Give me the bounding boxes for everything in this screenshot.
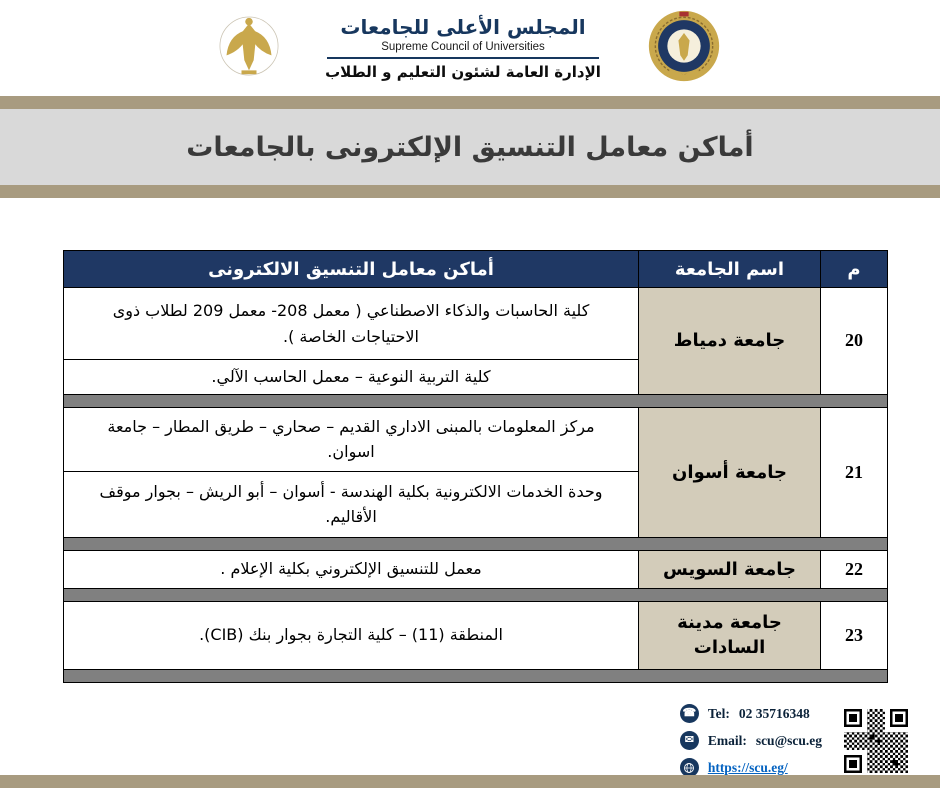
table-header-row <box>64 251 888 288</box>
table-row-20 <box>64 288 888 360</box>
location-cell: كلية الحاسبات والذكاء الاصطناعي ( معمل 208- معمل 209 لطلاب ذوى الاحتياجات الخاصة ). <box>64 288 639 360</box>
serial-cell: 22 <box>821 550 888 588</box>
location-cell: وحدة الخدمات الالكترونية بكلية الهندسة - أسوان – أبو الريش – بجوار موقف الأقاليم. <box>64 471 639 537</box>
phone-value: 02 35716348 <box>738 705 810 721</box>
department-name: الإدارة العامة لشئون التعليم و الطلاب <box>325 63 601 81</box>
phone-line <box>680 704 822 723</box>
location-cell: المنطقة (11) – كلية التجارة بجوار بنك (CIB). <box>64 601 639 669</box>
location-cell: كلية التربية النوعية – معمل الحاسب الآلي. <box>64 360 639 395</box>
email-line <box>680 731 822 750</box>
location-cell: مركز المعلومات بالمبنى الاداري القديم – صحاري – طريق المطار – جامعة اسوان. <box>64 407 639 471</box>
egypt-eagle-logo <box>219 10 279 86</box>
column-header-serial: م <box>821 251 888 288</box>
header-divider <box>327 57 599 59</box>
contact-block <box>680 704 822 777</box>
table-row-21 <box>64 407 888 471</box>
table-row-22 <box>64 550 888 588</box>
serial-cell: 21 <box>821 407 888 537</box>
qr-code <box>844 709 908 773</box>
serial-cell: 20 <box>821 288 888 395</box>
website-link[interactable]: https://scu.eg/ <box>707 759 788 775</box>
email-value: scu@scu.eg <box>755 732 822 748</box>
header <box>0 0 940 96</box>
column-header-locations: أماكن معامل التنسيق الالكترونى <box>64 251 639 288</box>
org-name-arabic: المجلس الأعلى للجامعات <box>340 15 586 39</box>
row-separator <box>64 394 888 407</box>
org-name-english: Supreme Council of Universities <box>381 41 545 53</box>
row-separator <box>64 669 888 682</box>
main-content <box>63 250 887 683</box>
row-separator <box>64 537 888 550</box>
phone-label: Tel: <box>707 705 730 721</box>
page-title: أماكن معامل التنسيق الإلكترونى بالجامعات <box>186 131 754 163</box>
serial-cell: 23 <box>821 601 888 669</box>
gold-bar-middle <box>0 185 940 198</box>
email-label: Email: <box>707 732 747 748</box>
university-cell: جامعة مدينة السادات <box>639 601 821 669</box>
labs-table <box>63 250 888 683</box>
table-row-23 <box>64 601 888 669</box>
gold-bar-top <box>0 96 940 109</box>
column-header-university: اسم الجامعة <box>639 251 821 288</box>
org-text-block <box>325 15 601 81</box>
scu-emblem-logo <box>647 9 721 87</box>
university-cell: جامعة أسوان <box>639 407 821 537</box>
phone-icon: ☎ <box>680 704 699 723</box>
title-band <box>0 109 940 185</box>
gold-bar-bottom <box>0 775 940 788</box>
university-cell: جامعة دمياط <box>639 288 821 395</box>
footer <box>0 703 908 779</box>
location-cell: معمل للتنسيق الإلكتروني بكلية الإعلام . <box>64 550 639 588</box>
university-cell: جامعة السويس <box>639 550 821 588</box>
email-icon: ✉ <box>680 731 699 750</box>
row-separator <box>64 588 888 601</box>
